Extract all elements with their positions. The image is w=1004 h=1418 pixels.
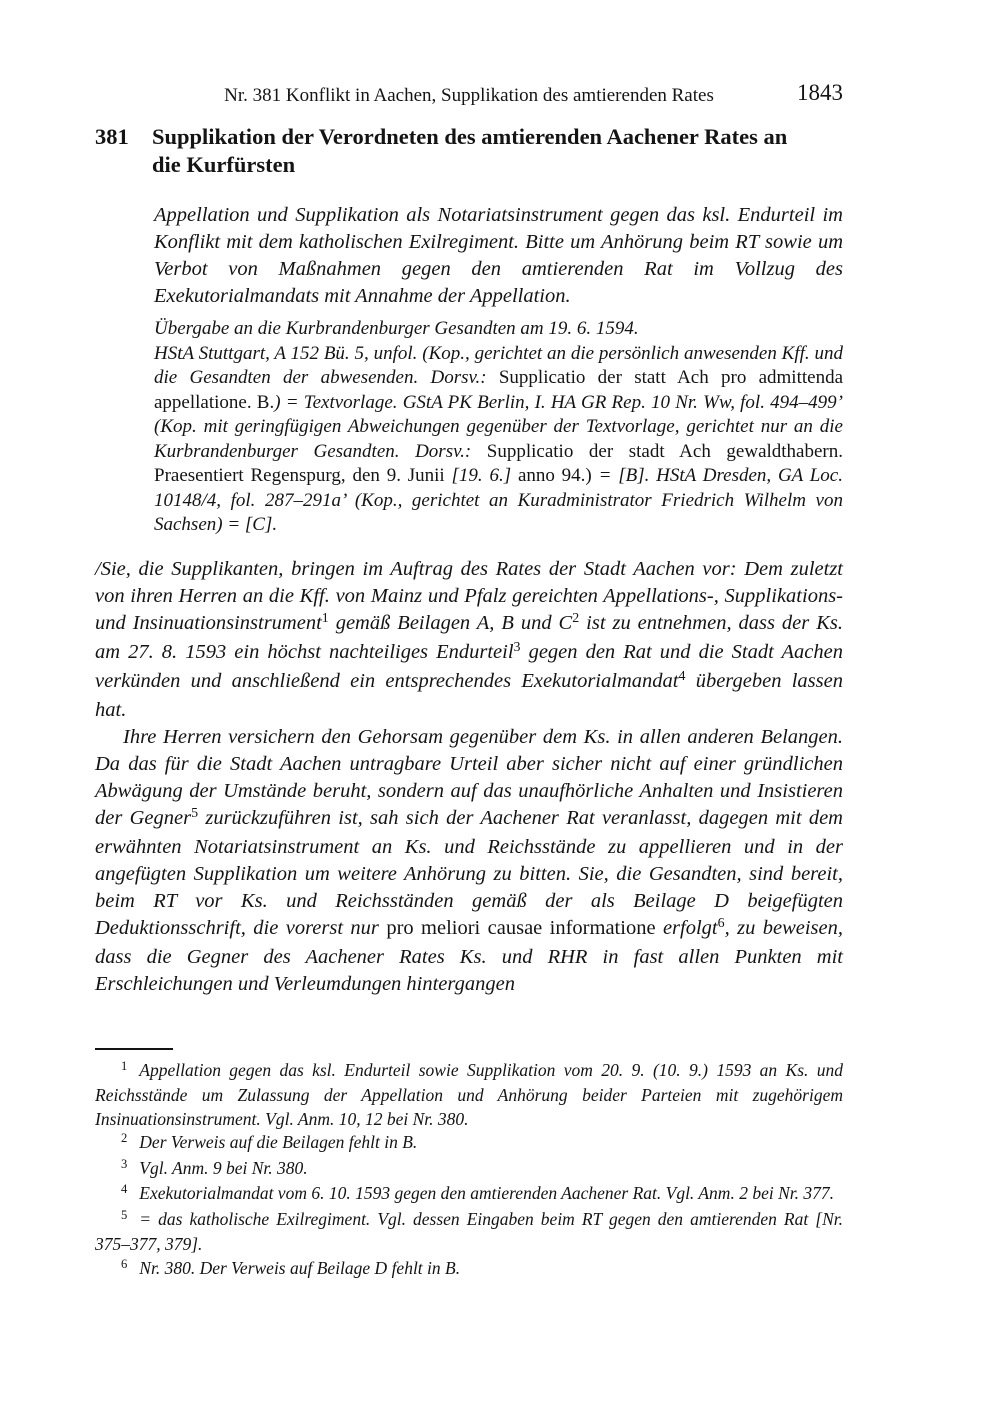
footnote-text: Nr. 380. Der Verweis auf Beilage D fehlt in B. (139, 1257, 461, 1278)
footnote-1 (95, 1059, 843, 1132)
footnote-3 (95, 1157, 843, 1183)
footnote-number: 6 (121, 1256, 128, 1271)
transmission-sources: HStA Stuttgart, A 152 Bü. 5, unfol. (Kop., gerichtet an die persönlich anwesenden Kff. und die Gesandten der abwesenden. Dorsv.: Supplicatio der statt Ach pro admittenda appellatione. B.) = Textvorlage. GStA PK Berlin, I. HA GR Rep. 10 Nr. Ww, fol. 494–499’ (Kop. mit geringfügigen Abweichungen gegenüber der Textvorlage, gerichtet nur an die Kurbrandenburger Gesandten. Dorsv.: Supplicatio der stadt Ach gewaldthabern. Praesentiert Regenspurg, den 9. Junii [19. 6.] anno 94.) = [B]. HStA Dresden, GA Loc. 10148/4, fol. 287–291a’ (Kop., gerichtet an Kuradministrator Friedrich Wilhelm von Sachsen) = [C]. (154, 342, 843, 535)
document-body (95, 556, 843, 998)
running-header-text: Nr. 381 Konflikt in Aachen, Supplikation des amtierenden Rates (224, 85, 714, 106)
footnote-text: Der Verweis auf die Beilagen fehlt in B. (139, 1132, 418, 1152)
document-title: Supplikation der Verordneten des amtierenden Aachener Rates an die Kurfürsten (152, 124, 788, 177)
document-number: 381 (95, 124, 129, 149)
transmission-delivery-line: Übergabe an die Kurbrandenburger Gesandten am 19. 6. 1594. (154, 318, 639, 339)
footnote-text: = das katholische Exilregiment. Vgl. dessen Eingaben beim RT gegen den amtierenden Rat [Nr. 375–377, 379]. (95, 1208, 843, 1254)
footnote-number: 4 (121, 1182, 128, 1197)
footnote-text: Appellation gegen das ksl. Endurteil sowie Supplikation vom 20. 9. (10. 9.) 1593 an Ks. und Reichsstände um Zulassung der Appellation und Anhörung beider Parteien mit zugehörigem Insinuationsinstrument. Vgl. Anm. 10, 12 bei Nr. 380. (95, 1059, 843, 1129)
footnote-number: 3 (121, 1156, 128, 1171)
running-header (95, 80, 843, 107)
footnote-separator-rule (95, 1048, 173, 1050)
footnote-5 (95, 1208, 843, 1257)
footnote-6 (95, 1257, 843, 1283)
footnote-number: 1 (121, 1058, 128, 1073)
footnote-number: 2 (121, 1131, 128, 1146)
document-heading (95, 123, 843, 179)
footnote-text: Exekutorialmandat vom 6. 10. 1593 gegen den amtierenden Aachener Rat. Vgl. Anm. 2 bei Nr. 377. (139, 1183, 834, 1203)
body-paragraph-2: Ihre Herren versichern den Gehorsam gegenüber dem Ks. in allen anderen Belangen. Da das für die Stadt Aachen untragbare Urteil aber sicher nicht auf einer gründlichen Abwägung der Umstände beruht, sondern auf das unaufhörliche Anhalten und Insistieren der Gegner$^5$ zurückzuführen ist, sah sich der Aachener Rat veranlasst, dagegen mit dem erwähnten Notariatsinstrument an Ks. und Reichsstände zu appellieren und in der angefügten Supplikation um weitere Anhörung zu bitten. Sie, die Gesandten, sind bereit, beim RT vor Ks. und Reichsständen gemäß der als Beilage D beigefügten Deduktionsschrift, die vorerst nur pro meliori causae informatione erfolgt$^6$, zu beweisen, dass die Gegner des Aachener Rates Ks. und RHR in fast allen Punkten mit Erschleichungen und Verleumdungen hintergangen (95, 725, 843, 995)
regest-abstract: Appellation und Supplikation als Notariatsinstrument gegen das ksl. Endurteil im Konflikt mit dem katholischen Exilregiment. Bitte um Anhörung beim RT sowie um Verbot von Maßnahmen gegen den amtierenden Rat im Vollzug des Exekutorialmandats mit Annahme der Appellation. (154, 204, 843, 307)
footnote-text: Vgl. Anm. 9 bei Nr. 380. (139, 1157, 308, 1178)
body-paragraph-1: /Sie, die Supplikanten, bringen im Auftrag des Rates der Stadt Aachen vor: Dem zuletzt von ihren Herren an die Kff. von Mainz und Pfalz gereichten Appellations-, Supplikations- und Insinuationsinstrument$^1$ gemäß Beilagen A, B und $C^2$ ist zu entnehmen, dass der Ks. am 27. 8. 1593 ein höchst nachteiliges Endurteil$^3$ gegen den Rat und die Stadt Aachen verkünden und anschließend ein entsprechendes Exekutorialmandat$^4$ übergeben lassen hat. (95, 557, 843, 721)
footnote-4 (95, 1182, 843, 1208)
transmission-note (154, 317, 843, 538)
footnote-2 (95, 1131, 843, 1157)
footnotes-section (95, 1048, 843, 1283)
footnote-number: 5 (121, 1207, 128, 1222)
page-number: 1843 (797, 80, 843, 105)
